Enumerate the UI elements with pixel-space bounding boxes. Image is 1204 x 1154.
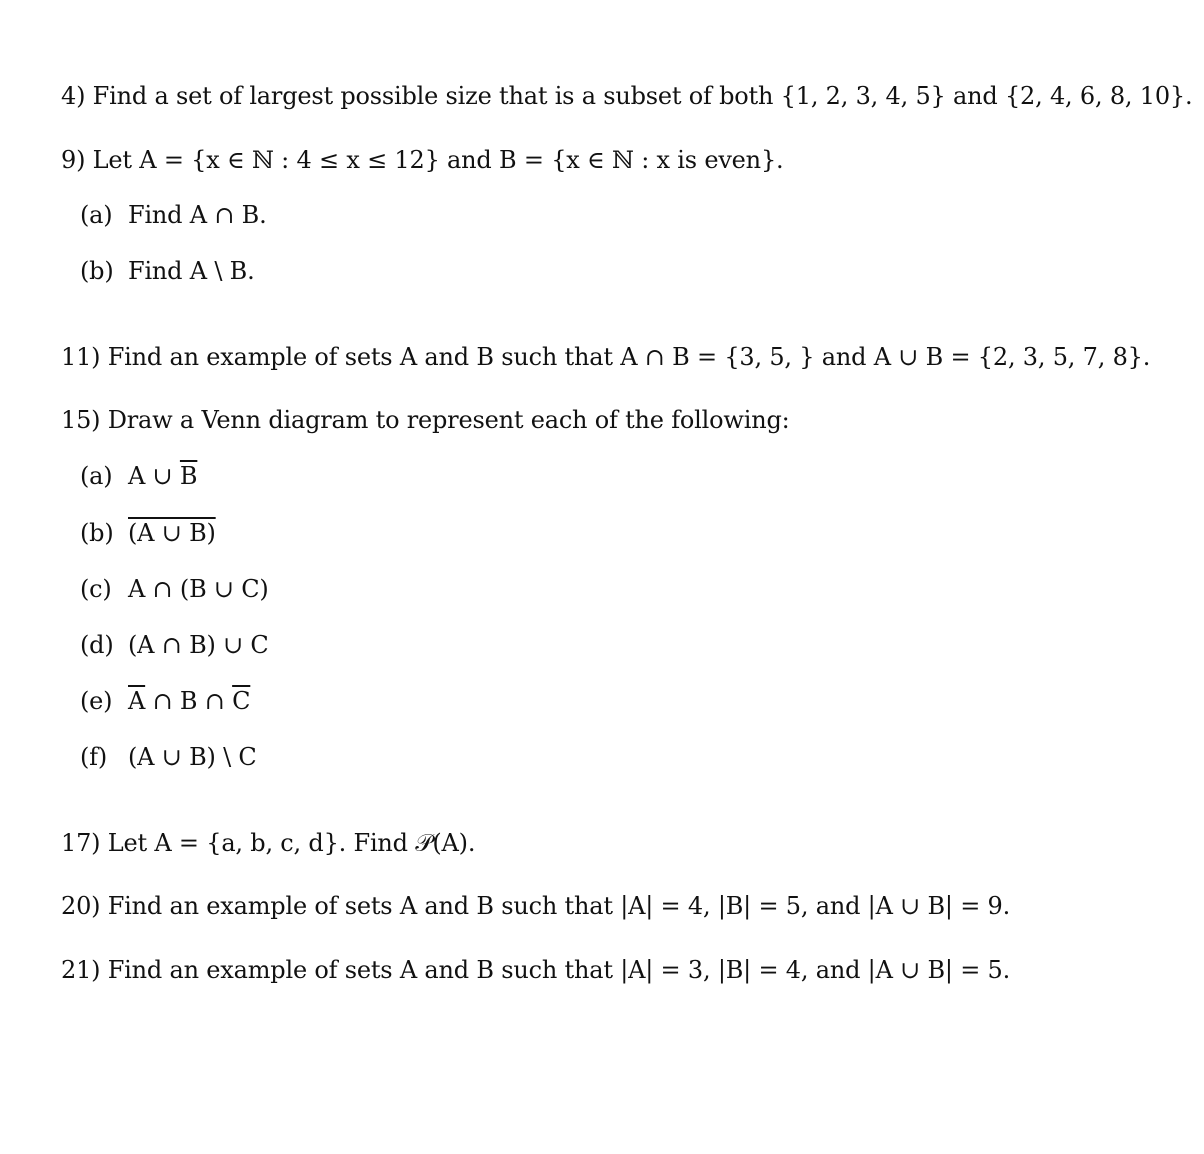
part-text: (A ∩ B) ∪ C bbox=[128, 631, 269, 659]
complement-expr: (A ∪ B) bbox=[128, 519, 216, 547]
part-label: (a) bbox=[80, 201, 113, 229]
problem-11: 11) Find an example of sets A and B such that A ∩ B = {3, 5, } and A ∪ B = {2, 3, 5, 7, 8}. bbox=[61, 343, 1151, 371]
problem-21: 21) Find an example of sets A and B such that |A| = 3, |B| = 4, and |A ∪ B| = 5. bbox=[61, 956, 1011, 984]
part-label: (e) bbox=[80, 687, 113, 715]
problem-9-part-a bbox=[80, 200, 267, 230]
problem-15-part-f bbox=[80, 742, 257, 772]
problem-17: 17) Let A = {a, b, c, d}. Find 𝒫(A). bbox=[61, 829, 476, 857]
problem-15-part-b bbox=[80, 518, 216, 548]
problem-9-stem: 9) Let A = {x ∈ ℕ : 4 ≤ x ≤ 12} and B = {x ∈ ℕ : x is even}. bbox=[61, 146, 784, 174]
part-label: (c) bbox=[80, 575, 112, 603]
part-text: A ∩ (B ∪ C) bbox=[128, 575, 269, 603]
complement-expr: $\overline{C}$ bbox=[232, 687, 251, 715]
problem-15-part-d bbox=[80, 630, 269, 660]
complement-expr: $\overline{B}$ bbox=[179, 462, 198, 490]
problem-15-stem: 15) Draw a Venn diagram to represent each of the following: bbox=[61, 406, 790, 434]
part-label: (d) bbox=[80, 631, 114, 659]
part-label: (f) bbox=[80, 743, 108, 771]
expr-mid: ∩ B ∩ bbox=[145, 687, 233, 715]
problem-9-part-b bbox=[80, 256, 255, 286]
part-text: Find A \ B. bbox=[128, 257, 255, 285]
part-label: (b) bbox=[80, 519, 114, 547]
expr-pre: A ∪ bbox=[128, 462, 180, 490]
problem-15-part-a bbox=[80, 461, 197, 491]
part-label: (a) bbox=[80, 462, 113, 490]
part-label: (b) bbox=[80, 257, 114, 285]
problem-15-part-c bbox=[80, 574, 269, 604]
problem-20: 20) Find an example of sets A and B such that |A| = 4, |B| = 5, and |A ∪ B| = 9. bbox=[61, 892, 1011, 920]
problem-15-part-e bbox=[80, 686, 250, 716]
part-text: Find A ∩ B. bbox=[128, 201, 267, 229]
complement-expr: $\overline{A}$ bbox=[128, 687, 146, 715]
problem-4: 4) Find a set of largest possible size that is a subset of both {1, 2, 3, 4, 5} and {2, 4, 6, 8, 10}. bbox=[61, 82, 1193, 110]
part-text: (A ∪ B) \ C bbox=[128, 743, 257, 771]
